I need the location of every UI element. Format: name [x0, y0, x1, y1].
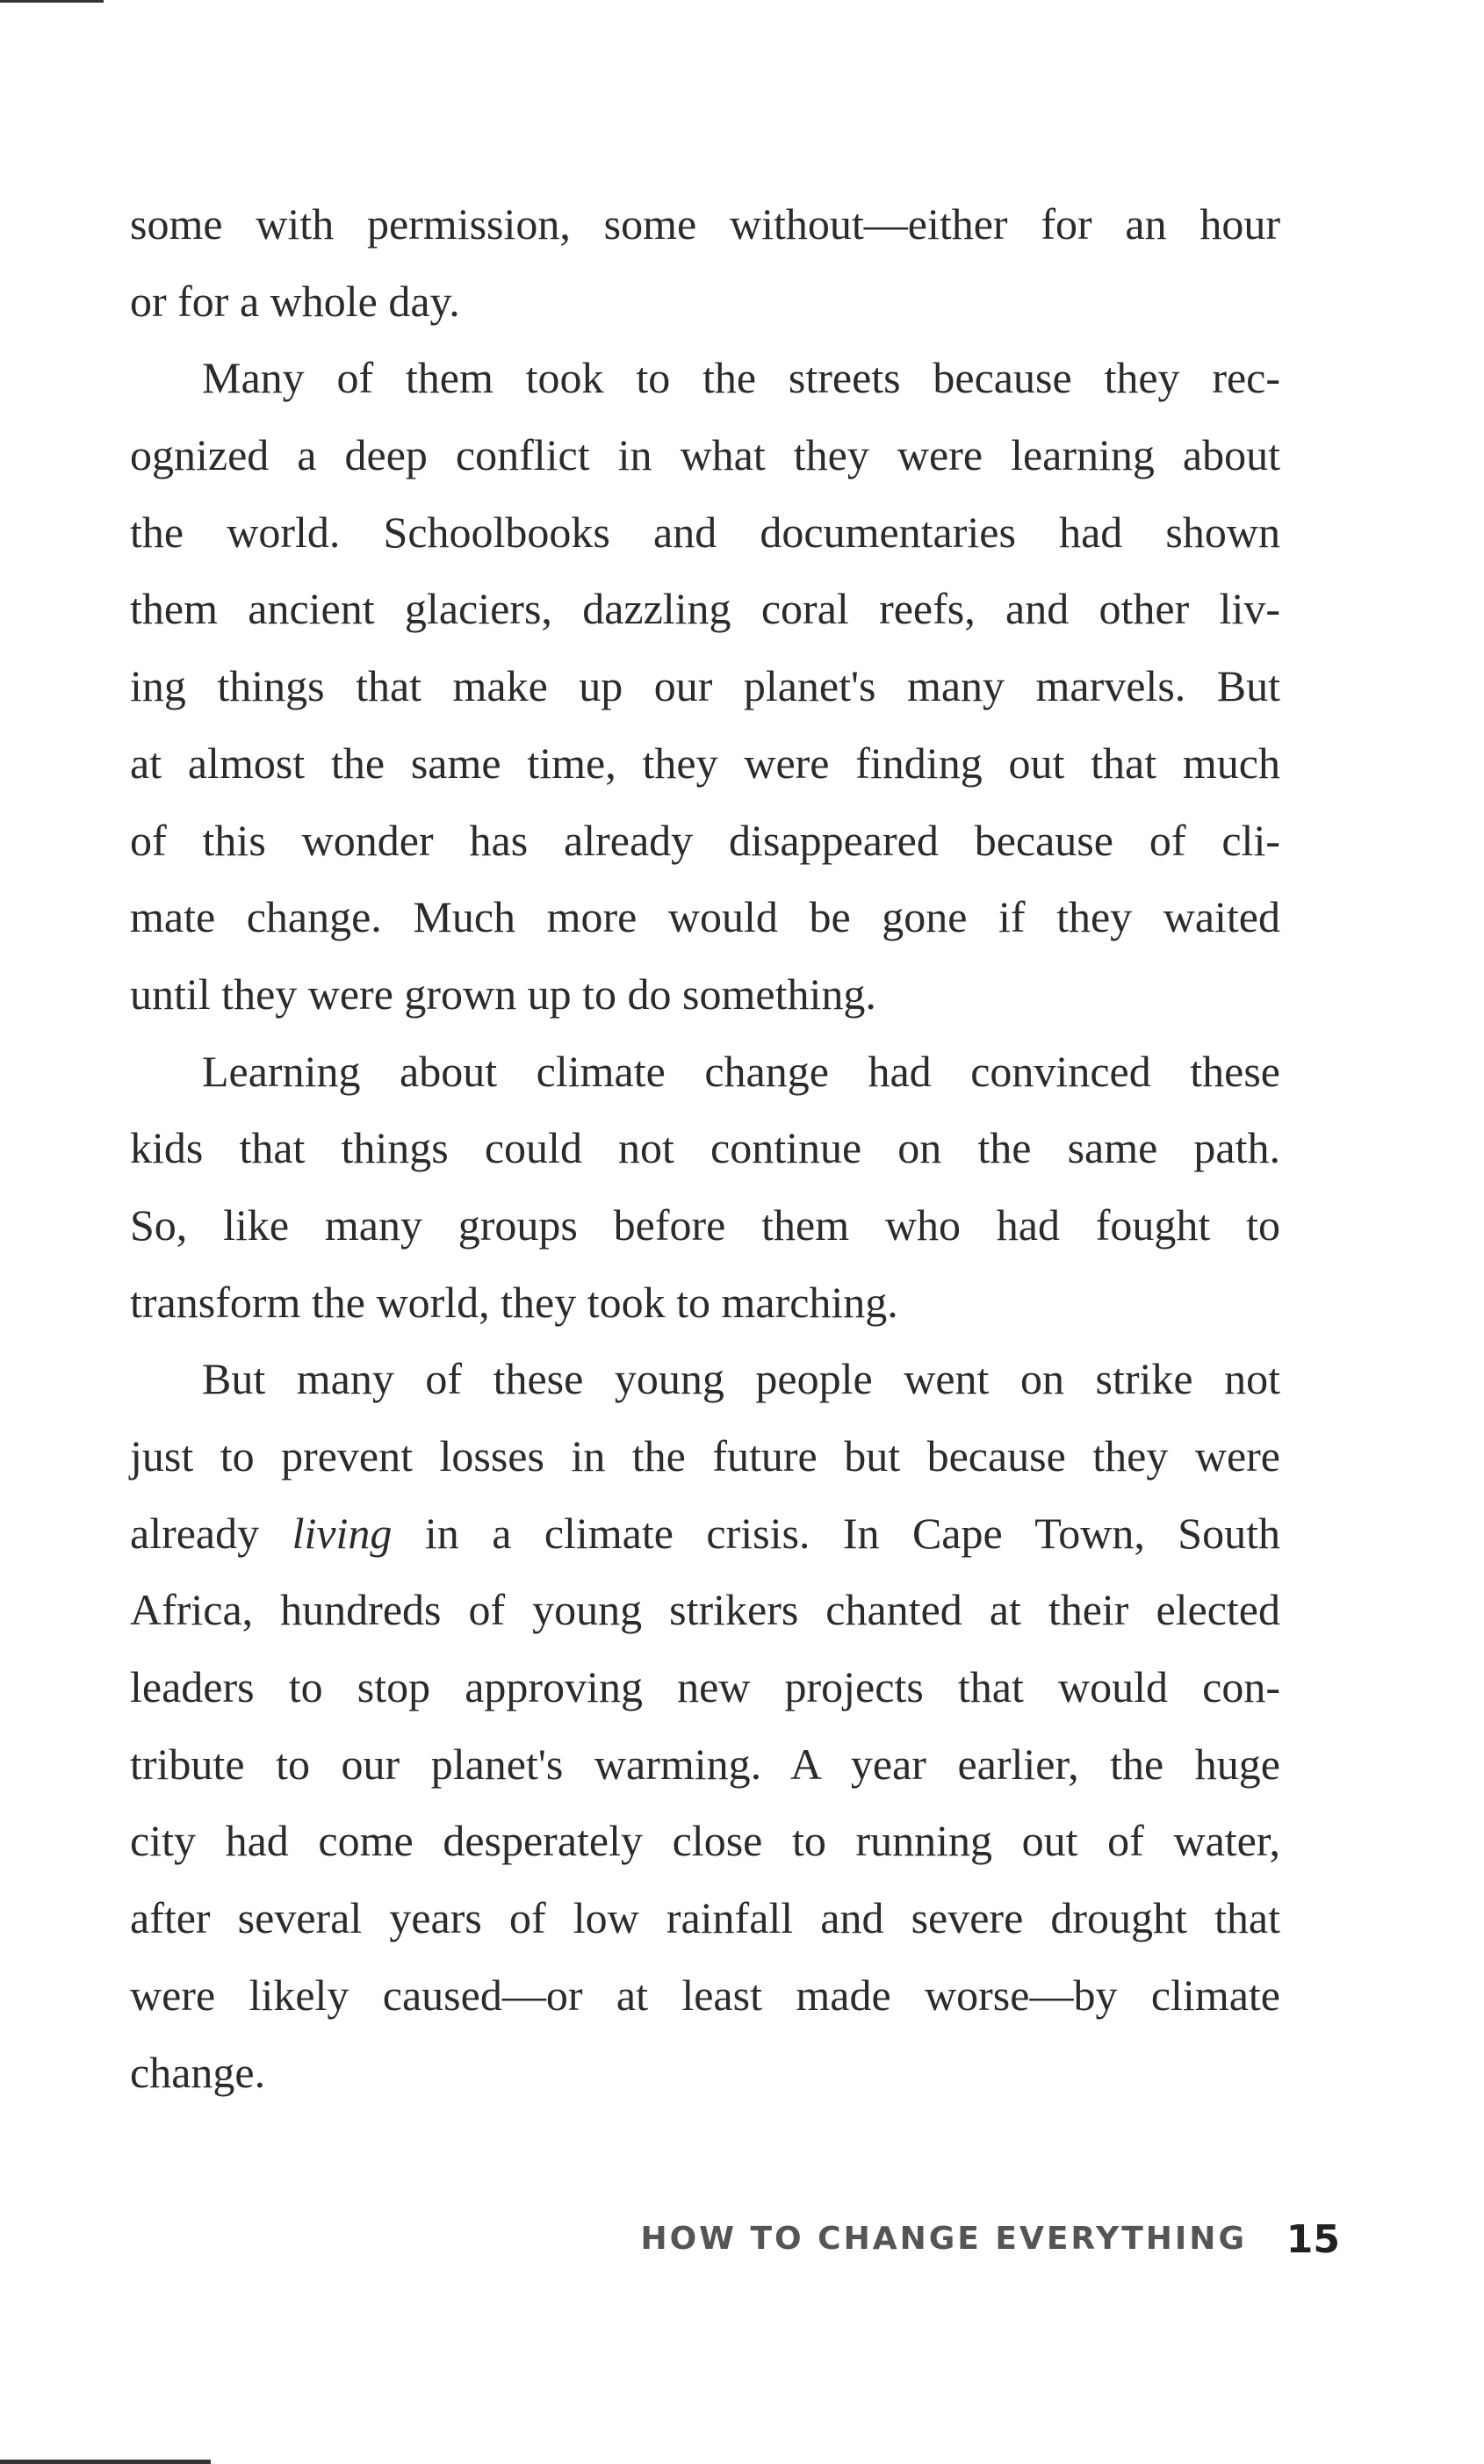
text-line: some with permission, some without—either for an hour — [130, 199, 1280, 249]
text-line: So, like many groups before them who had fought to — [130, 1200, 1280, 1250]
text-line: after several years of low rainfall and severe drought that — [130, 1893, 1280, 1943]
text-line — [130, 1495, 1280, 1573]
text-line: ing things that make up our planet's many marvels. But — [130, 661, 1280, 711]
page-number: 15 — [1286, 2217, 1340, 2262]
text-line: were likely caused—or at least made worse—by climate — [130, 1970, 1280, 2020]
bottom-edge-rule — [0, 2460, 211, 2464]
text-line: ognized a deep conflict in what they were learning about — [130, 430, 1280, 480]
text-segment: already — [130, 1508, 292, 1558]
text-line: tribute to our planet's warming. A year earlier, the huge — [130, 1739, 1280, 1789]
text-line: Many of them took to the streets because they rec- — [202, 353, 1280, 403]
text-line: kids that things could not continue on the same path. — [130, 1123, 1280, 1173]
text-line: Africa, hundreds of young strikers chanted at their elected — [130, 1585, 1280, 1635]
text-line: just to prevent losses in the future but because they were — [130, 1431, 1280, 1481]
page-footer — [0, 2217, 1484, 2266]
text-line: of this wonder has already disappeared because of cli- — [130, 815, 1280, 865]
text-line: change. — [130, 2047, 266, 2097]
text-line: at almost the same time, they were finding out that much — [130, 738, 1280, 788]
text-segment: in a climate crisis. In Cape Town, South — [392, 1508, 1281, 1558]
text-line: transform the world, they took to marching. — [130, 1277, 898, 1327]
text-line: them ancient glaciers, dazzling coral reefs, and other liv- — [130, 584, 1280, 634]
top-edge-rule — [0, 0, 104, 3]
text-line: or for a whole day. — [130, 276, 460, 326]
text-line: the world. Schoolbooks and documentaries had shown — [130, 507, 1280, 557]
text-line: city had come desperately close to running out of water, — [130, 1816, 1280, 1866]
running-head: HOW TO CHANGE EVERYTHING — [640, 2221, 1247, 2257]
italic-emphasis: living — [292, 1508, 393, 1558]
text-line: mate change. Much more would be gone if they waited — [130, 892, 1280, 942]
body-text — [130, 186, 1280, 2111]
text-line: But many of these young people went on strike not — [202, 1354, 1280, 1404]
text-line: leaders to stop approving new projects that would con- — [130, 1662, 1280, 1712]
text-line: Learning about climate change had convinced these — [202, 1046, 1280, 1096]
text-line: until they were grown up to do something. — [130, 969, 876, 1019]
